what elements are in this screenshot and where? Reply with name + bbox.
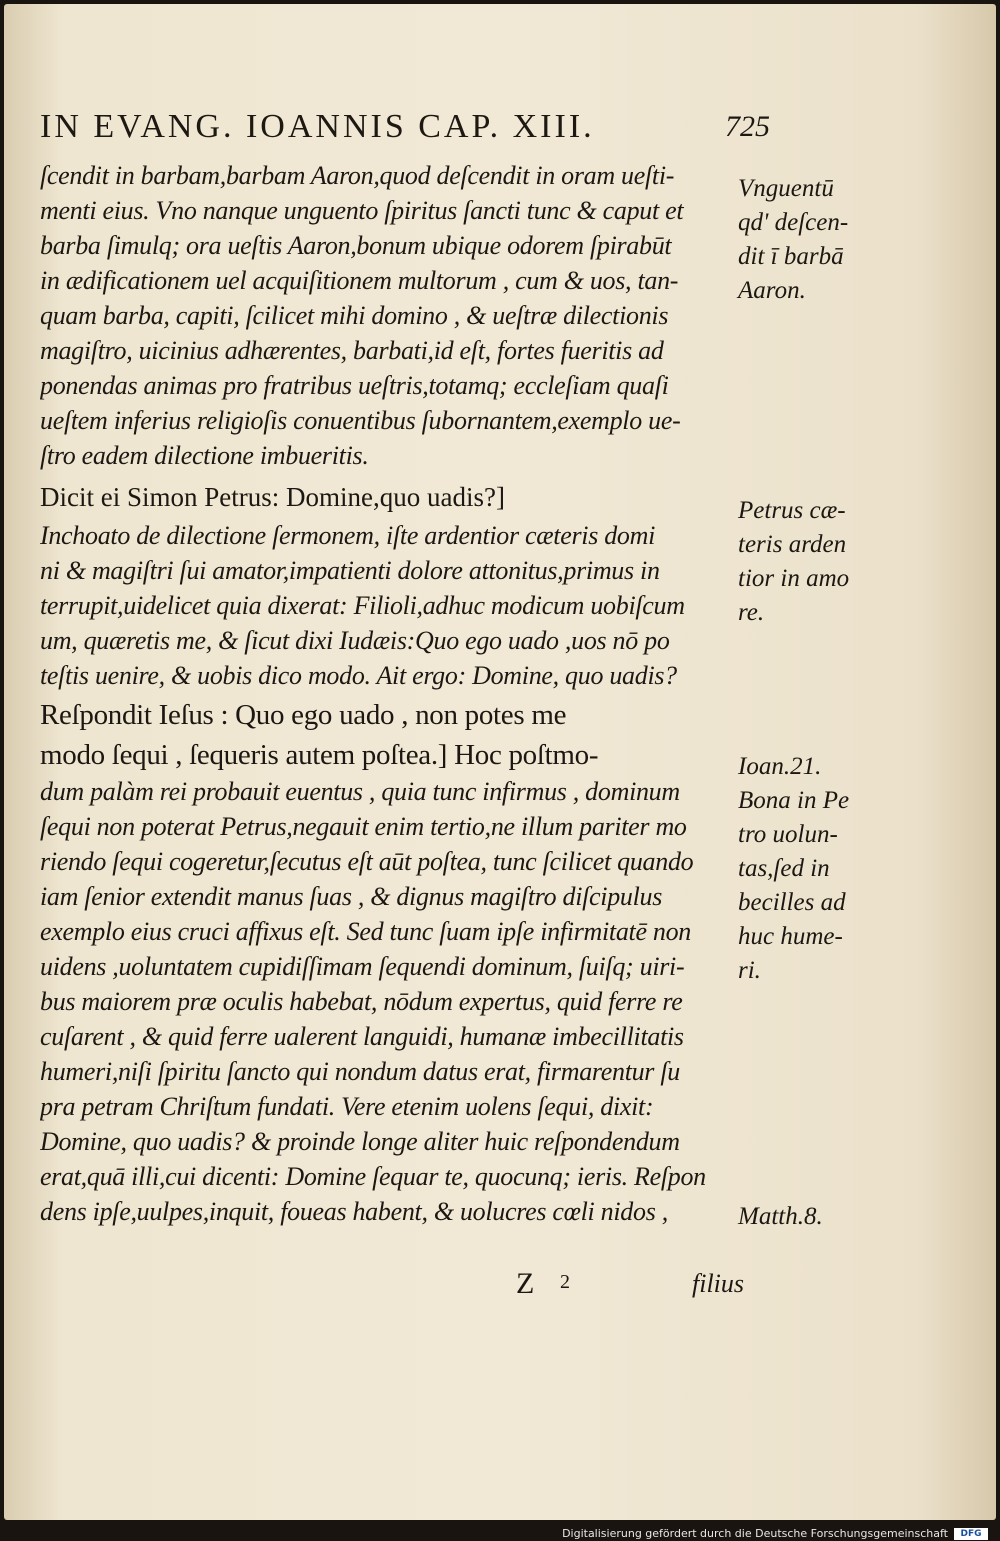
marginal-note-line: Ioan.21. — [738, 753, 822, 780]
marginal-note-line: huc hume- — [738, 923, 843, 950]
body-line: ni & magiſtri ſui amator,impatienti dolore attonitus,primus in — [40, 556, 660, 585]
body-line: Domine, quo uadis? & proinde longe aliter huic reſpondendum — [40, 1127, 680, 1156]
body-line: teſtis uenire, & uobis dico modo. Ait ergo: Domine, quo uadis? — [40, 661, 677, 690]
digitization-footer — [562, 1527, 988, 1540]
marginal-note-line: Aaron. — [738, 277, 806, 304]
marginal-note-line: re. — [738, 599, 765, 626]
marginal-note-line: tas,ſed in — [738, 855, 830, 882]
marginal-note — [738, 172, 878, 308]
marginal-note — [738, 1200, 878, 1234]
body-line: dum palàm rei probauit euentus , quia tunc infirmus , dominum — [40, 777, 680, 806]
body-line: ueſtem inferius religioſis conuentibus ſubornantem,exemplo ue- — [40, 406, 681, 435]
body-line: ponendas animas pro fratribus ueſtris,totamq; eccleſiam quaſi — [40, 371, 669, 400]
marginal-note-line: Bona in Pe — [738, 787, 850, 814]
body-line: ſcendit in barbam,barbam Aaron,quod deſcendit in oram ueſti- — [40, 161, 675, 190]
body-line: barba ſimulq; ora ueſtis Aaron,bonum ubique odorem ſpirabūt — [40, 231, 672, 260]
dfg-logo-icon: DFG — [954, 1528, 988, 1540]
body-line: uidens ,uoluntatem cupidiſſimam ſequendi dominum, ſuiſq; uiri- — [40, 952, 685, 981]
body-line: iam ſenior extendit manus ſuas , & dignus magiſtro diſcipulus — [40, 882, 663, 911]
marginal-note-line: Petrus cæ- — [738, 497, 846, 524]
marginal-note — [738, 784, 878, 988]
body-line: magiſtro, uicinius adhærentes, barbati,id eſt, fortes fueritis ad — [40, 336, 664, 365]
lemma-heading: Reſpondit Ieſus : Quo ego uado , non potes me — [40, 699, 567, 731]
body-line: menti eius. Vno nanque unguento ſpiritus ſancti tunc & caput et — [40, 196, 684, 225]
marginal-note-line: dit ī barbā — [738, 243, 844, 270]
running-header — [40, 108, 770, 152]
folio-number: 725 — [725, 110, 770, 143]
body-line: exemplo eius cruci affixus eſt. Sed tunc ſuam ipſe infirmitatē non — [40, 917, 692, 946]
body-line: humeri,niſi ſpiritu ſancto qui nondum datus erat, firmarentur ſu — [40, 1057, 680, 1086]
body-line: in ædificationem uel acquiſitionem multorum , cum & uos, tan- — [40, 266, 679, 295]
body-line: ſtro eadem dilectione imbueritis. — [40, 441, 369, 470]
signature-number: 2 — [560, 1271, 570, 1293]
marginal-note-line: qd' deſcen- — [738, 209, 849, 236]
marginal-note-line: Vnguentū — [738, 175, 834, 202]
marginal-note-line: tro uolun- — [738, 821, 838, 848]
body-line: dens ipſe,uulpes,inquit, foueas habent, & uolucres cœli nidos , — [40, 1197, 668, 1226]
marginal-note-line: teris arden — [738, 531, 847, 558]
marginal-note — [738, 750, 878, 784]
marginal-note-line: ri. — [738, 957, 761, 984]
marginal-note — [738, 494, 878, 630]
lemma-heading: Dicit ei Simon Petrus: Domine,quo uadis?] — [40, 482, 505, 512]
body-line: terrupit,uidelicet quia dixerat: Filioli,adhuc modicum uobiſcum — [40, 591, 685, 620]
body-line: cuſarent , & quid ferre ualerent languidi, humanæ imbecillitatis — [40, 1022, 684, 1051]
funding-credit: Digitalisierung gefördert durch die Deutsche Forschungsgemeinschaft — [562, 1527, 948, 1540]
signature-line — [516, 1267, 745, 1307]
marginal-note-line: tior in amo — [738, 565, 850, 592]
running-title: IN EVANG. IOANNIS CAP. XIII. — [40, 108, 595, 145]
body-line: pra petram Chriſtum fundati. Vere etenim uolens ſequi, dixit: — [40, 1092, 654, 1121]
book-page — [4, 4, 996, 1520]
lemma-heading: modo ſequi , ſequeris autem poſtea.] Hoc poſtmo- — [40, 739, 599, 771]
body-line: erat,quā illi,cui dicenti: Domine ſequar te, quocunq; ieris. Reſpon — [40, 1162, 706, 1191]
body-line: um, quæretis me, & ſicut dixi Iudæis:Quo ego uado ,uos nō po — [40, 626, 670, 655]
body-line: bus maiorem præ oculis habebat, nōdum expertus, quid ferre re — [40, 987, 683, 1016]
catchword: filius — [692, 1269, 745, 1298]
body-line: riendo ſequi cogeretur,ſecutus eſt aūt poſtea, tunc ſcilicet quando — [40, 847, 694, 876]
body-line: Inchoato de dilectione ſermonem, iſte ardentior cæteris domi — [40, 521, 656, 550]
signature-mark: Z — [516, 1267, 535, 1300]
body-line: ſequi non poterat Petrus,negauit enim tertio,ne illum pariter mo — [40, 812, 687, 841]
marginal-note-line: Matth.8. — [738, 1203, 823, 1230]
marginal-note-line: becilles ad — [738, 889, 846, 916]
body-line: quam barba, capiti, ſcilicet mihi domino , & ueſtræ dilectionis — [40, 301, 669, 330]
